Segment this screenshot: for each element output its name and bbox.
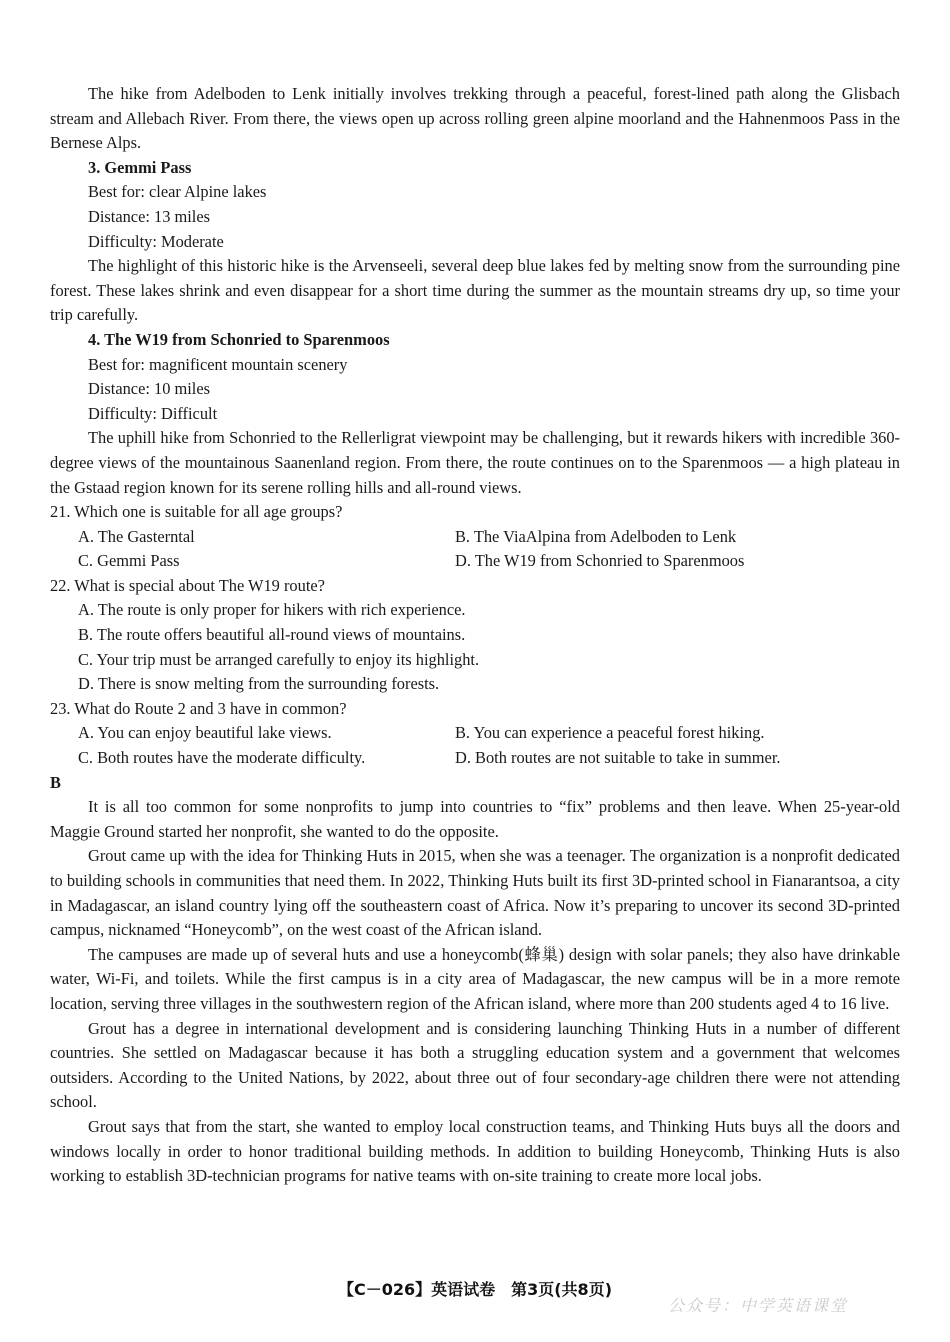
- watermark: 公众号：中学英语课堂: [668, 1296, 849, 1315]
- passage-paragraph: It is all too common for some nonprofits to jump into countries to “fix” problems and then leave. When 25-year-old Maggie Ground started her nonprofit, she wanted to do the opposite.: [50, 797, 900, 841]
- option: A. The Gasterntal: [78, 526, 195, 546]
- passage-paragraph: Grout says that from the start, she wanted to employ local construction teams, and Thinking Huts buys all the doors and windows locally in order to honor traditional building methods. In addition to building Honeycomb, Thinking Huts is also working to establish 3D-technician programs for native teams with on-site training to create more local jobs.: [50, 1116, 900, 1186]
- option: C. Both routes have the moderate difficulty.: [78, 748, 366, 768]
- route3-best-for: Best for: clear Alpine lakes: [88, 182, 267, 202]
- route3-distance: Distance: 13 miles: [88, 206, 210, 226]
- route4-title: 4. The W19 from Schonried to Sparenmoos: [88, 329, 390, 349]
- option: A. You can enjoy beautiful lake views.: [78, 723, 332, 743]
- question-22-options: [50, 598, 900, 696]
- passage-paragraph: The campuses are made up of several huts and use a honeycomb(蜂巢) design with solar panels; they also have drinkable water, Wi-Fi, and toilets. While the first campus is in a city area of Madagascar, the new campus will be in a more remote location, serving three villages in the southwestern region of the African island, where more than 200 students aged 4 to 16 live.: [50, 944, 900, 1013]
- page-footer: 【C－026】英语试卷 第3页(共8页): [337, 1280, 613, 1299]
- route4-difficulty: Difficulty: Difficult: [88, 403, 218, 423]
- option: D. There is snow melting from the surrounding forests.: [78, 674, 440, 694]
- question-21-options: [50, 525, 900, 574]
- section-b-heading: B: [50, 772, 61, 792]
- question-21: 21. Which one is suitable for all age groups?: [50, 502, 343, 522]
- intro-paragraph: The hike from Adelboden to Lenk initially involves trekking through a peaceful, forest-lined path along the Glisbach stream and Allebach River. From there, the views open up across rolling green alpine moorland and the Hahnenmoos Pass in the Bernese Alps.: [50, 84, 900, 153]
- option: C. Your trip must be arranged carefully to enjoy its highlight.: [78, 649, 480, 669]
- question-23-options: [50, 721, 900, 770]
- route4-distance: Distance: 10 miles: [88, 379, 210, 399]
- question-23: 23. What do Route 2 and 3 have in common?: [50, 698, 347, 718]
- option: A. The route is only proper for hikers with rich experience.: [78, 600, 466, 620]
- option: C. Gemmi Pass: [78, 551, 180, 571]
- route4-text: The uphill hike from Schonried to the Rellerligrat viewpoint may be challenging, but it rewards hikers with incredible 360-degree views of the mountainous Saanenland region. From there, the route continues on to the Sparenmoos — a high plateau in the Gstaad region known for its serene rolling hills and all-round views.: [50, 428, 900, 497]
- option: B. The ViaAlpina from Adelboden to Lenk: [455, 526, 737, 546]
- exam-page: [50, 82, 900, 1189]
- route3-title: 3. Gemmi Pass: [88, 157, 192, 177]
- passage-paragraph: Grout came up with the idea for Thinking Huts in 2015, when she was a teenager. The organization is a nonprofit dedicated to building schools in communities that need them. In 2022, Thinking Huts built its first 3D-printed school in Fianarantsoa, a city in Madagascar, an island country lying off the southeastern coast of Africa. Now it’s preparing to uncover its second 3D-printed campus, nicknamed “Honeycomb”, on the west coast of the African island.: [50, 846, 900, 940]
- passage-paragraph: Grout has a degree in international development and is considering launching Thinking Huts in a number of different countries. She settled on Madagascar because it has both a struggling education system and a government that welcomes outsiders. According to the United Nations, by 2022, about three out of four secondary-age children there were not attending school.: [50, 1018, 900, 1112]
- question-22: 22. What is special about The W19 route?: [50, 575, 325, 595]
- option: D. The W19 from Schonried to Sparenmoos: [455, 551, 745, 571]
- option: B. The route offers beautiful all-round views of mountains.: [78, 625, 466, 645]
- option: B. You can experience a peaceful forest hiking.: [455, 723, 765, 743]
- route4-best-for: Best for: magnificent mountain scenery: [88, 354, 348, 374]
- route3-text: The highlight of this historic hike is the Arvenseeli, several deep blue lakes fed by melting snow from the surrounding pine forest. These lakes shrink and even disappear for a short time during the summer as the mountain streams dry up, so time your trip carefully.: [50, 256, 900, 325]
- route3-difficulty: Difficulty: Moderate: [88, 231, 224, 251]
- option: D. Both routes are not suitable to take in summer.: [455, 748, 781, 768]
